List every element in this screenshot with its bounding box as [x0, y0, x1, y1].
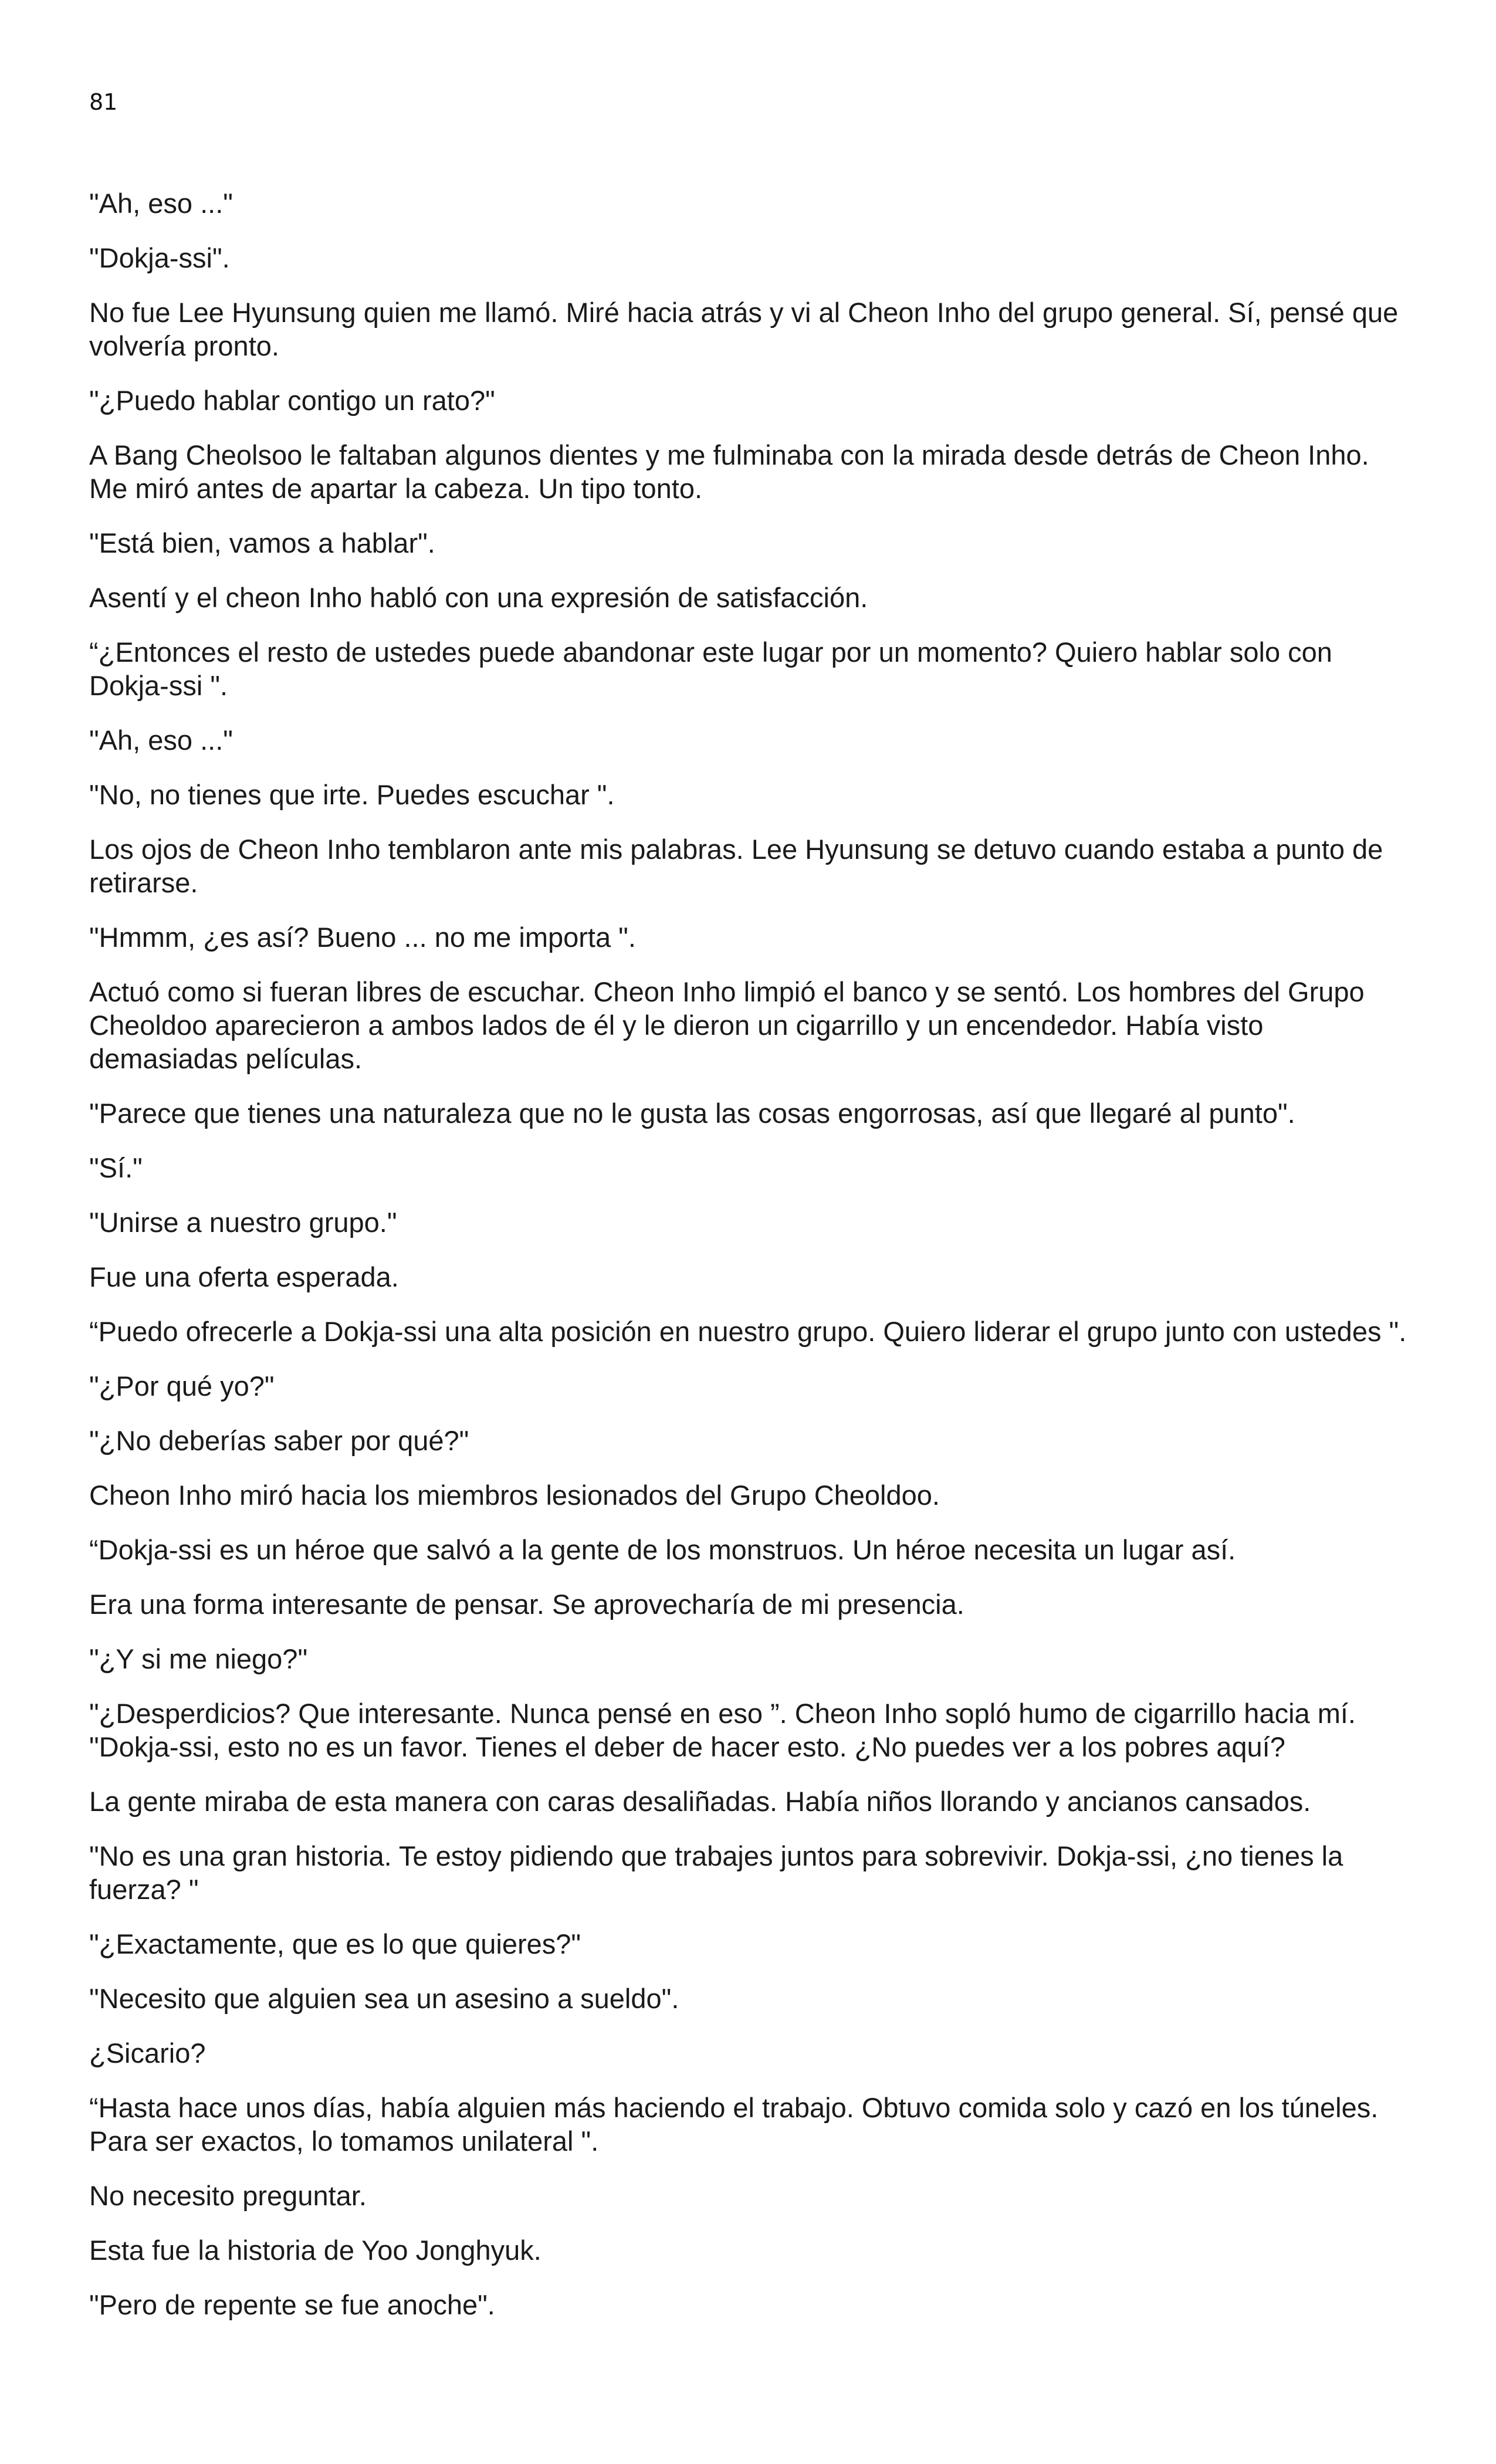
paragraph: No necesito preguntar. [89, 2180, 367, 2211]
paragraph: "Está bien, vamos a hablar". [89, 527, 435, 559]
paragraph: ¿Sicario? [89, 2037, 206, 2069]
paragraph: "¿No deberías saber por qué?" [89, 1425, 469, 1456]
paragraph: "¿Y si me niego?" [89, 1643, 308, 1674]
paragraph: "¿Exactamente, que es lo que quieres?" [89, 1928, 581, 1959]
paragraph: "Dokja-ssi". [89, 242, 230, 273]
paragraph: La gente miraba de esta manera con caras desaliñadas. Había niños llorando y ancianos cansados. [89, 1786, 1311, 1817]
paragraph: Fue una oferta esperada. [89, 1261, 399, 1292]
paragraph: Actuó como si fueran libres de escuchar. Cheon Inho limpió el banco y se sentó. Los hombres del Grupo Cheoldoo aparecieron a ambos lados de él y le dieron un cigarrillo y un encendedor. Había visto demasiadas películas. [89, 976, 1365, 1074]
paragraph: "Sí." [89, 1152, 143, 1183]
paragraph: "Unirse a nuestro grupo." [89, 1207, 397, 1238]
paragraph: No fue Lee Hyunsung quien me llamó. Miré hacia atrás y vi al Cheon Inho del grupo general. Sí, pensé que volvería pronto. [89, 297, 1399, 361]
paragraph: "Necesito que alguien sea un asesino a sueldo". [89, 1983, 679, 2014]
paragraph: “¿Entonces el resto de ustedes puede abandonar este lugar por un momento? Quiero hablar solo con Dokja-ssi ". [89, 637, 1332, 701]
page-number: 81 [89, 89, 118, 115]
paragraph: “Puedo ofrecerle a Dokja-ssi una alta posición en nuestro grupo. Quiero liderar el grupo junto con ustedes ". [89, 1316, 1407, 1347]
paragraph: "No, no tienes que irte. Puedes escuchar ". [89, 779, 615, 810]
paragraph: Asentí y el cheon Inho habló con una expresión de satisfacción. [89, 582, 868, 613]
paragraph: "¿Desperdicios? Que interesante. Nunca pensé en eso ”. Cheon Inho sopló humo de cigarrillo hacia mí. "Dokja-ssi, esto no es un favor. Tienes el deber de hacer esto. ¿No puedes ver a los pobres aquí? [89, 1698, 1356, 1762]
paragraph: "Pero de repente se fue anoche". [89, 2289, 495, 2320]
paragraph: Esta fue la historia de Yoo Jonghyuk. [89, 2235, 541, 2266]
paragraph: “Dokja-ssi es un héroe que salvó a la gente de los monstruos. Un héroe necesita un lugar así. [89, 1534, 1236, 1565]
paragraph: Los ojos de Cheon Inho temblaron ante mis palabras. Lee Hyunsung se detuvo cuando estaba a punto de retirarse. [89, 834, 1383, 898]
paragraph: "Parece que tienes una naturaleza que no le gusta las cosas engorrosas, así que llegaré al punto". [89, 1098, 1295, 1129]
paragraph: "Ah, eso ..." [89, 188, 233, 219]
paragraph: “Hasta hace unos días, había alguien más haciendo el trabajo. Obtuvo comida solo y cazó en los túneles. Para ser exactos, lo tomamos unilateral ". [89, 2092, 1379, 2157]
paragraph: Era una forma interesante de pensar. Se aprovecharía de mi presencia. [89, 1589, 964, 1620]
paragraph: "Hmmm, ¿es así? Bueno ... no me importa ". [89, 922, 636, 953]
paragraph: A Bang Cheolsoo le faltaban algunos dientes y me fulminaba con la mirada desde detrás de Cheon Inho. Me miró antes de apartar la cabeza. Un tipo tonto. [89, 439, 1369, 504]
paragraph: "Ah, eso ..." [89, 725, 233, 756]
paragraph: Cheon Inho miró hacia los miembros lesionados del Grupo Cheoldoo. [89, 1480, 940, 1511]
paragraph: "No es una gran historia. Te estoy pidiendo que trabajes juntos para sobrevivir. Dokja-ssi, ¿no tienes la fuerza? " [89, 1840, 1343, 1905]
body-text [89, 187, 1415, 2343]
paragraph: "¿Puedo hablar contigo un rato?" [89, 385, 495, 416]
paragraph: "¿Por qué yo?" [89, 1370, 275, 1402]
